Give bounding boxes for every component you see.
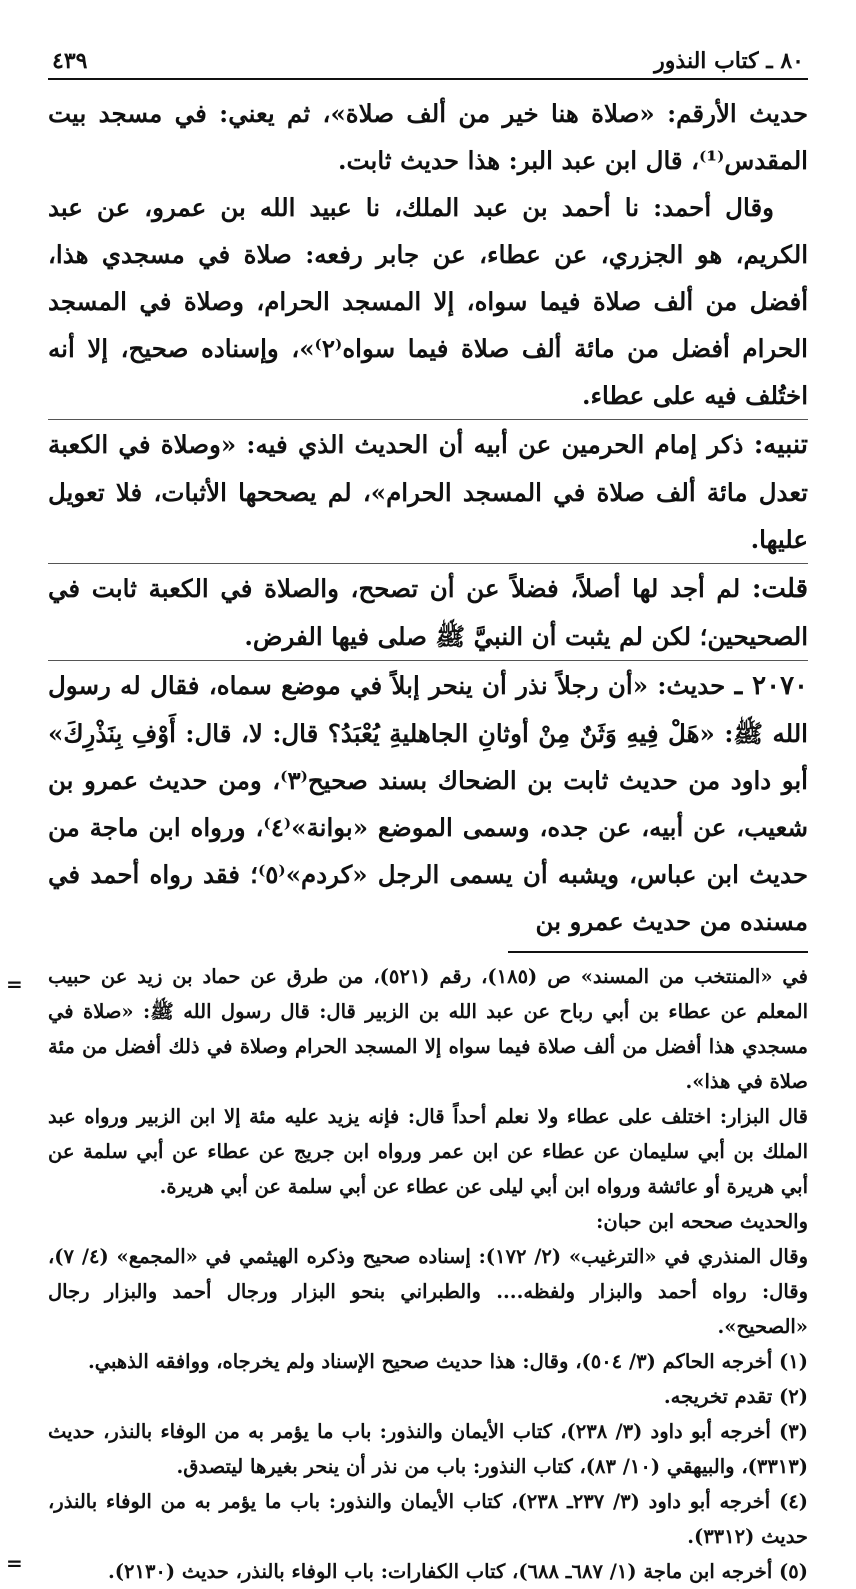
note-line-3: والحديث صححه ابن حبان:	[596, 1210, 808, 1233]
continuation-mark: =	[6, 972, 23, 996]
paragraph-2: وقال أحمد: نا أحمد بن عبد الملك، نا عبيد الله بن عمرو، عن عبد الكريم، هو الجزري، عن عطاء، عن جابر رفعه: صلاة في مسجدي هذا، أفضل من ألف صلاة فيما سواه، إلا المسجد الحرام، وصلاة في المسجد الحرام أفضل من مائة ألف صلاة فيما سواه⁽٢⁾»، وإسناده صحيح، إلا أنه اختُلف فيه على عطاء.	[48, 193, 808, 410]
footnote-5: (٥) أخرجه ابن ماجة (١/ ٦٨٧ـ ٦٨٨)، كتاب الكفارات: باب الوفاء بالنذر، حديث (٢١٣٠).	[108, 1560, 808, 1583]
hadith-number: ٢٠٧٠ ـ	[734, 671, 808, 701]
running-header	[48, 30, 808, 80]
paragraph-4-text: لم أجد لها أصلاً، فضلاً عن أن تصحح، والصلاة في الكعبة ثابت في الصحيحين؛ لكن لم يثبت أن النبيَّ ﷺ صلى فيها الفرض.	[48, 574, 808, 651]
note-label: تنبيه:	[753, 430, 808, 460]
footnote-2: (٢) تقدم تخريجه.	[663, 1385, 808, 1408]
chapter-title: ٨٠ ـ كتاب النذور	[654, 48, 804, 74]
paragraph-3	[48, 419, 808, 563]
paragraph-4	[48, 563, 808, 660]
footnote-separator	[508, 951, 808, 953]
paragraph-1: حديث الأرقم: «صلاة هنا خير من ألف صلاة»، ثم يعني: في مسجد بيت المقدس⁽¹⁾، قال ابن عبد البر: هذا حديث ثابت.	[48, 99, 808, 175]
paragraph-5-text: حديث: «أن رجلاً نذر أن ينحر إبلاً في موضع سماه، فقال له رسول الله ﷺ: «هَلْ فِيهِ وَثَنٌ مِنْ أوثانِ الجاهليةِ يُعْبَدُ؟ قال: لا، قال: أَوْفِ بِنَذْرِكَ» أبو داود من حديث ثابت بن الضحاك بسند صحيح⁽٣⁾، ومن حديث عمرو بن شعيب، عن أبيه، عن جده، وسمى الموضع «بوانة»⁽٤⁾، ورواه ابن ماجة من حديث ابن عباس، ويشبه أن يسمى الرجل «كردم»⁽٥⁾؛ فقد رواه أحمد في مسنده من حديث عمرو بن	[48, 671, 808, 936]
page-number: ٤٣٩	[52, 48, 88, 74]
paragraph-5	[48, 660, 808, 945]
end-mark: =	[6, 1551, 23, 1575]
footnote-1: (١) أخرجه الحاكم (٣/ ٥٠٤)، وقال: هذا حديث صحيح الإسناد ولم يخرجاه، ووافقه الذهبي.	[87, 1350, 808, 1373]
main-text	[48, 90, 808, 945]
footnotes	[6, 959, 809, 1589]
note-line-2: قال البزار: اختلف على عطاء ولا نعلم أحداً قال: فإنه يزيد عليه مئة إلا ابن الزبير ورواه عبد الملك بن أبي سليمان عن عطاء عن ابن عمر ورواه ابن جريج عن عطاء عن أبي سلمة عن أبي هريرة أو عائشة ورواه ابن أبي ليلى عن عطاء عن أبي سلمة عن أبي هريرة.	[48, 1105, 808, 1198]
note-line-1: في «المنتخب من المسند» ص (١٨٥)، رقم (٥٢١)، من طرق عن حماد بن زيد عن حبيب المعلم عن عطاء بن أبي رباح عن عبد الله بن الزبير قال: قال رسول الله ﷺ: «صلاة في مسجدي هذا أفضل من ألف صلاة فيما سواه إلا المسجد الحرام وصلاة في ذلك أفضل من مئة صلاة في هذا».	[48, 965, 809, 1093]
note-line-4: وقال المنذري في «الترغيب» (٢/ ١٧٢): إسناده صحيح وذكره الهيثمي في «المجمع» (٤/ ٧)، وقال: رواه أحمد والبزار ولفظه.... والطبراني بنحو البزار ورجال أحمد والبزار رجال «الصحيح».	[48, 1245, 808, 1338]
footnote-4: (٤) أخرجه أبو داود (٣/ ٢٣٧ـ ٢٣٨)، كتاب الأيمان والنذور: باب ما يؤمر به من الوفاء بالنذر، حديث (٣٣١٢).	[48, 1490, 808, 1548]
qultu-label: قلت:	[751, 574, 808, 604]
paragraph-3-text: ذكر إمام الحرمين عن أبيه أن الحديث الذي فيه: «وصلاة في الكعبة تعدل مائة ألف صلاة في المسجد الحرام»، لم يصححها الأثبات، فلا تعويل عليها.	[48, 430, 808, 554]
footnote-3: (٣) أخرجه أبو داود (٣/ ٢٣٨)، كتاب الأيمان والنذور: باب ما يؤمر به من الوفاء بالنذر، حديث (٣٣١٣)، والبيهقي (١٠/ ٨٣)، كتاب النذور: باب من نذر أن ينحر بغيرها ليتصدق.	[48, 1420, 809, 1478]
